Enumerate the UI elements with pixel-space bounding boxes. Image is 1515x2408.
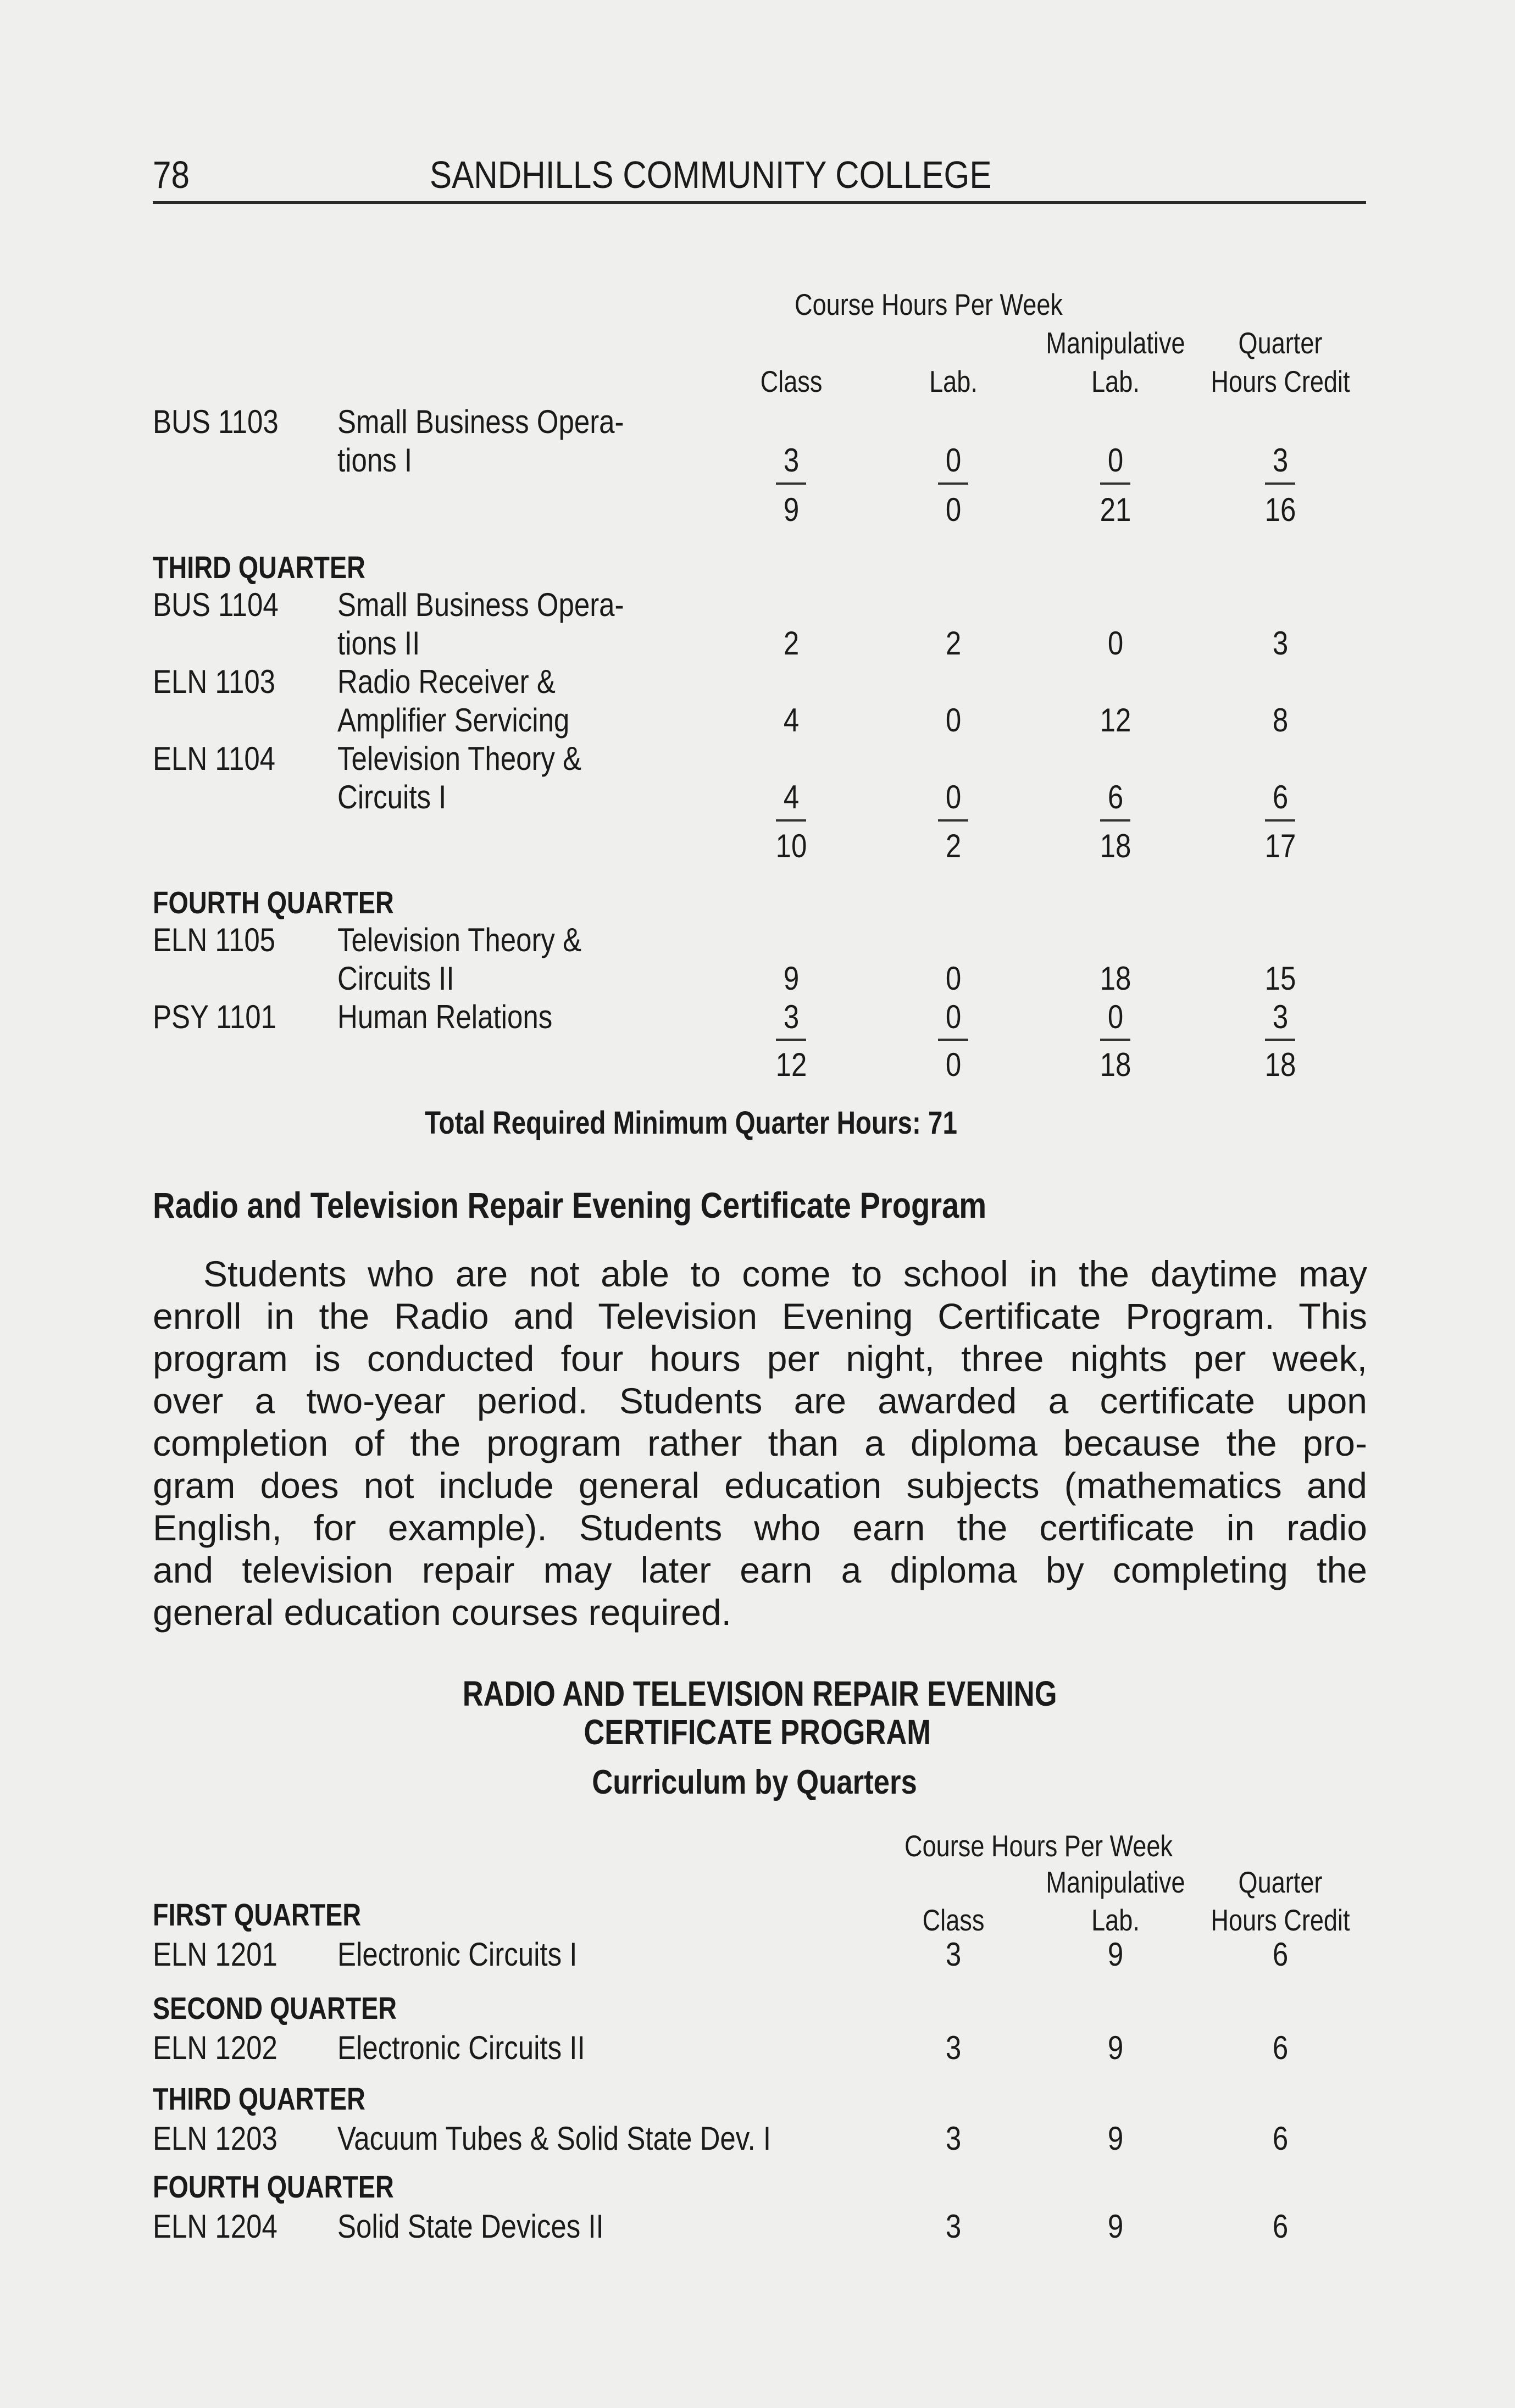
total-lab: 0 [945, 491, 962, 528]
manip-hours: 0 [1107, 442, 1124, 479]
course-code: ELN 1203 [153, 2120, 278, 2157]
course-title: Radio Receiver & [337, 663, 556, 700]
manip-hours: 18 [1100, 960, 1131, 997]
col-manip-top: Manipulative [1046, 326, 1185, 360]
manip-hours: 9 [1107, 1936, 1124, 1973]
col-credit-top: Quarter [1238, 326, 1323, 360]
table2-title-2 [153, 1712, 1362, 1752]
credit-hours: 6 [1272, 2029, 1289, 2066]
paragraph-line: over a two-year period. Students are awarded a certificate upon [153, 1380, 1367, 1421]
credit-hours: 6 [1272, 2120, 1289, 2157]
quarter-heading: THIRD QUARTER [153, 2082, 365, 2117]
sum-rule [938, 1039, 968, 1041]
class-hours: 4 [783, 779, 800, 815]
sum-rule [1265, 819, 1295, 822]
total-class: 12 [775, 1046, 807, 1083]
class-hours: 3 [945, 2029, 962, 2066]
total-credit: 16 [1264, 491, 1296, 528]
credit-hours: 6 [1272, 779, 1289, 815]
lab-hours: 0 [945, 442, 962, 479]
quarter-heading: FIRST QUARTER [153, 1897, 362, 1933]
table2-subtitle [153, 1763, 1356, 1802]
paragraph-line: English, for example). Students who earn the certificate in radio [153, 1507, 1367, 1548]
credit-hours: 3 [1272, 442, 1289, 479]
col-credit-top: Quarter [1238, 1865, 1323, 1899]
course-title-cont: Circuits I [337, 779, 447, 815]
col-class: Class [760, 364, 823, 398]
course-code: BUS 1104 [153, 586, 279, 623]
credit-hours: 3 [1272, 625, 1289, 662]
total-lab: 0 [945, 1046, 962, 1083]
paragraph-line: and television repair may later earn a diploma by completing the [153, 1550, 1367, 1590]
manip-hours: 0 [1107, 625, 1124, 662]
running-title: SANDHILLS COMMUNITY COLLEGE [430, 153, 992, 196]
credit-hours: 6 [1272, 1936, 1289, 1973]
table2-subtitle-text: Curriculum by Quarters [592, 1763, 917, 1801]
col-manip-bottom: Lab. [1091, 1903, 1140, 1937]
course-code: ELN 1202 [153, 2029, 278, 2066]
total-manip: 18 [1100, 828, 1131, 864]
course-code: ELN 1104 [153, 740, 276, 777]
total-class: 10 [775, 828, 807, 864]
paragraph-line: gram does not include general education subjects (mathematics and [153, 1465, 1367, 1506]
course-title: Television Theory & [337, 740, 582, 777]
sum-rule [776, 819, 806, 822]
course-code: ELN 1201 [153, 1936, 278, 1973]
sum-rule [776, 1039, 806, 1041]
fourth-quarter-heading: FOURTH QUARTER [153, 885, 394, 920]
lab-hours: 0 [945, 998, 962, 1035]
manip-hours: 6 [1107, 779, 1124, 815]
total-manip: 18 [1100, 1046, 1131, 1083]
sum-rule [938, 482, 968, 485]
manip-hours: 9 [1107, 2120, 1124, 2157]
course-title: Electronic Circuits II [337, 2029, 585, 2066]
sum-rule [1265, 482, 1295, 485]
col-credit-bottom: Hours Credit [1211, 1903, 1350, 1937]
total-class: 9 [783, 491, 800, 528]
course-code: BUS 1103 [153, 403, 279, 440]
course-code: ELN 1103 [153, 663, 276, 700]
page-number: 78 [153, 153, 190, 196]
manip-hours: 9 [1107, 2029, 1124, 2066]
table2-title [153, 1673, 1367, 1714]
class-hours: 3 [783, 442, 800, 479]
course-title: Human Relations [337, 998, 553, 1035]
lab-hours: 2 [945, 625, 962, 662]
col-manip-bottom: Lab. [1091, 364, 1140, 398]
course-code: ELN 1204 [153, 2208, 278, 2245]
class-hours: 9 [783, 960, 800, 997]
col-manip-top: Manipulative [1046, 1865, 1185, 1899]
sum-rule [1100, 482, 1130, 485]
col-credit-bottom: Hours Credit [1211, 364, 1350, 398]
credit-hours: 3 [1272, 998, 1289, 1035]
manip-hours: 0 [1107, 998, 1124, 1035]
quarter-heading: FOURTH QUARTER [153, 2170, 394, 2205]
class-hours: 3 [945, 2120, 962, 2157]
table2-title-line1: RADIO AND TELEVISION REPAIR EVENING [463, 1674, 1057, 1713]
col-lab: Lab. [929, 364, 978, 398]
course-title-cont: Amplifier Servicing [337, 702, 570, 739]
manip-hours: 12 [1100, 702, 1131, 739]
paragraph-line: program is conducted four hours per night, three nights per week, [153, 1338, 1367, 1379]
col-class: Class [922, 1903, 985, 1937]
paragraph-line: enroll in the Radio and Television Evening Certificate Program. This [153, 1296, 1367, 1336]
class-hours: 3 [945, 1936, 962, 1973]
lab-hours: 0 [945, 960, 962, 997]
description-paragraph [153, 1253, 1367, 1634]
section-heading: Radio and Television Repair Evening Certificate Program [153, 1185, 987, 1225]
course-code: PSY 1101 [153, 998, 276, 1035]
course-code: ELN 1105 [153, 922, 276, 958]
total-lab: 2 [945, 828, 962, 864]
lab-hours: 0 [945, 779, 962, 815]
course-title: Television Theory & [337, 922, 582, 958]
sum-rule [776, 482, 806, 485]
table2-title-line2: CERTIFICATE PROGRAM [584, 1712, 931, 1752]
sum-rule [1100, 1039, 1130, 1041]
course-title-cont: tions I [337, 442, 413, 479]
course-title-cont: Circuits II [337, 960, 454, 997]
class-hours: 4 [783, 702, 800, 739]
class-hours: 3 [783, 998, 800, 1035]
manip-hours: 9 [1107, 2208, 1124, 2245]
sum-rule [938, 819, 968, 822]
col-group-label: Course Hours Per Week [795, 287, 1063, 321]
paragraph-line: general education courses required. [153, 1592, 732, 1633]
course-title: Vacuum Tubes & Solid State Dev. I [337, 2120, 772, 2157]
header-rule [153, 201, 1366, 204]
course-title: Solid State Devices II [337, 2208, 604, 2245]
course-title: Electronic Circuits I [337, 1936, 578, 1973]
quarter-heading: SECOND QUARTER [153, 1991, 397, 2026]
credit-hours: 6 [1272, 2208, 1289, 2245]
total-manip: 21 [1100, 491, 1131, 528]
col-group-label: Course Hours Per Week [904, 1829, 1173, 1863]
total-credit: 17 [1264, 828, 1296, 864]
lab-hours: 0 [945, 702, 962, 739]
total-credit: 18 [1264, 1046, 1296, 1083]
course-title: Small Business Opera- [337, 403, 624, 440]
class-hours: 2 [783, 625, 800, 662]
sum-rule [1100, 819, 1130, 822]
course-title-cont: tions II [337, 625, 420, 662]
course-title: Small Business Opera- [337, 586, 624, 623]
credit-hours: 15 [1264, 960, 1296, 997]
paragraph-line: completion of the program rather than a diploma because the pro- [153, 1423, 1367, 1463]
paragraph-line: Students who are not able to come to school in the daytime may [203, 1253, 1367, 1294]
third-quarter-heading: THIRD QUARTER [153, 550, 365, 585]
sum-rule [1265, 1039, 1295, 1041]
credit-hours: 8 [1272, 702, 1289, 739]
class-hours: 3 [945, 2208, 962, 2245]
grand-total: Total Required Minimum Quarter Hours: 71 [425, 1105, 957, 1141]
